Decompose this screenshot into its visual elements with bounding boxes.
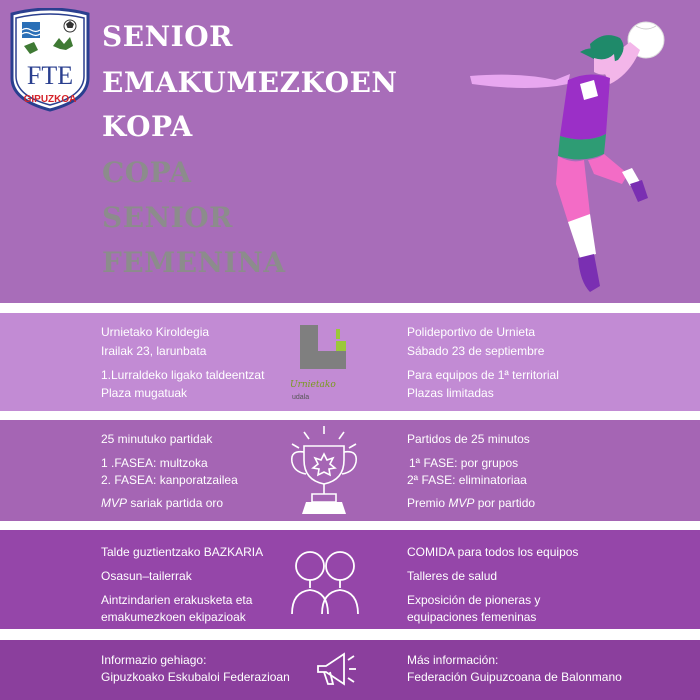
trophy-icon	[282, 424, 366, 518]
activities-band	[0, 530, 700, 629]
udala-logo-sub: udala	[292, 394, 310, 401]
mvp-eu-word: MVP	[101, 496, 128, 510]
expo2-es: equipaciones femeninas	[407, 610, 537, 624]
phase1-eu: 1 .FASEA: multzoka	[101, 456, 208, 470]
title-basque-3: KOPA	[102, 110, 193, 143]
places-es: Plazas limitadas	[407, 386, 494, 400]
target-es: Para equipos de 1ª territorial	[407, 368, 559, 382]
title-spanish-1: COPA	[102, 156, 192, 189]
mvp-eu-rest: sariak partida oro	[127, 496, 224, 510]
more-info-eu: Informazio gehiago:	[101, 653, 207, 667]
urnieta-udala-logo-icon	[290, 321, 360, 403]
mvp-es-word: MVP	[448, 496, 475, 510]
phase2-es: 2ª FASE: eliminatoriaa	[407, 473, 527, 487]
federation-eu: Gipuzkoako Eskubaloi Federazioan	[101, 670, 290, 684]
megaphone-icon	[312, 646, 360, 694]
phase1-es: 1ª FASE: por grupos	[409, 456, 519, 470]
expo1-eu: Aintzindarien erakusketa eta	[101, 593, 253, 607]
header-area	[0, 0, 700, 303]
logo-region: GIPUZKOA	[23, 94, 77, 105]
phase2-eu: 2. FASEA: kanporatzailea	[101, 473, 238, 487]
expo2-eu: emakumezkoen ekipazioak	[101, 610, 246, 624]
venue-es: Polideportivo de Urnieta	[407, 325, 536, 339]
more-info-es: Más información:	[407, 653, 499, 667]
mvp-es-rest: por partido	[474, 496, 536, 510]
expo1-es: Exposición de pioneras y	[407, 593, 541, 607]
workshops-eu: Osasun–tailerrak	[101, 569, 192, 583]
handball-player-illustration	[460, 14, 690, 304]
venue-eu: Urnietako Kiroldegia	[101, 325, 210, 339]
lunch-es: COMIDA para todos los equipos	[407, 545, 579, 559]
format-band	[0, 420, 700, 521]
date-eu: Irailak 23, larunbata	[101, 344, 207, 358]
federation-logo	[8, 8, 92, 112]
udala-logo-script: Urnietako	[290, 380, 336, 390]
duration-es: Partidos de 25 minutos	[407, 432, 530, 446]
federation-es: Federación Guipuzcoana de Balonmano	[407, 670, 622, 684]
mvp-eu	[101, 496, 223, 510]
mvp-es-pre: Premio	[407, 496, 449, 510]
workshops-es: Talleres de salud	[407, 569, 498, 583]
info-band	[0, 640, 700, 700]
title-spanish-2: SENIOR	[102, 201, 233, 234]
mvp-es	[407, 496, 535, 510]
title-basque-2: EMAKUMEZKOEN	[102, 66, 398, 99]
logo-abbrev: FTE	[26, 61, 74, 90]
title-spanish-3: FEMENINA	[102, 246, 286, 279]
places-eu: Plaza mugatuak	[101, 386, 188, 400]
title-basque-1: SENIOR	[102, 20, 233, 53]
lunch-eu: Talde guztientzako BAZKARIA	[101, 545, 264, 559]
duration-eu: 25 minutuko partidak	[101, 432, 213, 446]
people-icon	[288, 546, 362, 616]
target-eu: 1.Lurraldeko ligako taldeentzat	[101, 368, 265, 382]
date-es: Sábado 23 de septiembre	[407, 344, 545, 358]
venue-band	[0, 313, 700, 411]
